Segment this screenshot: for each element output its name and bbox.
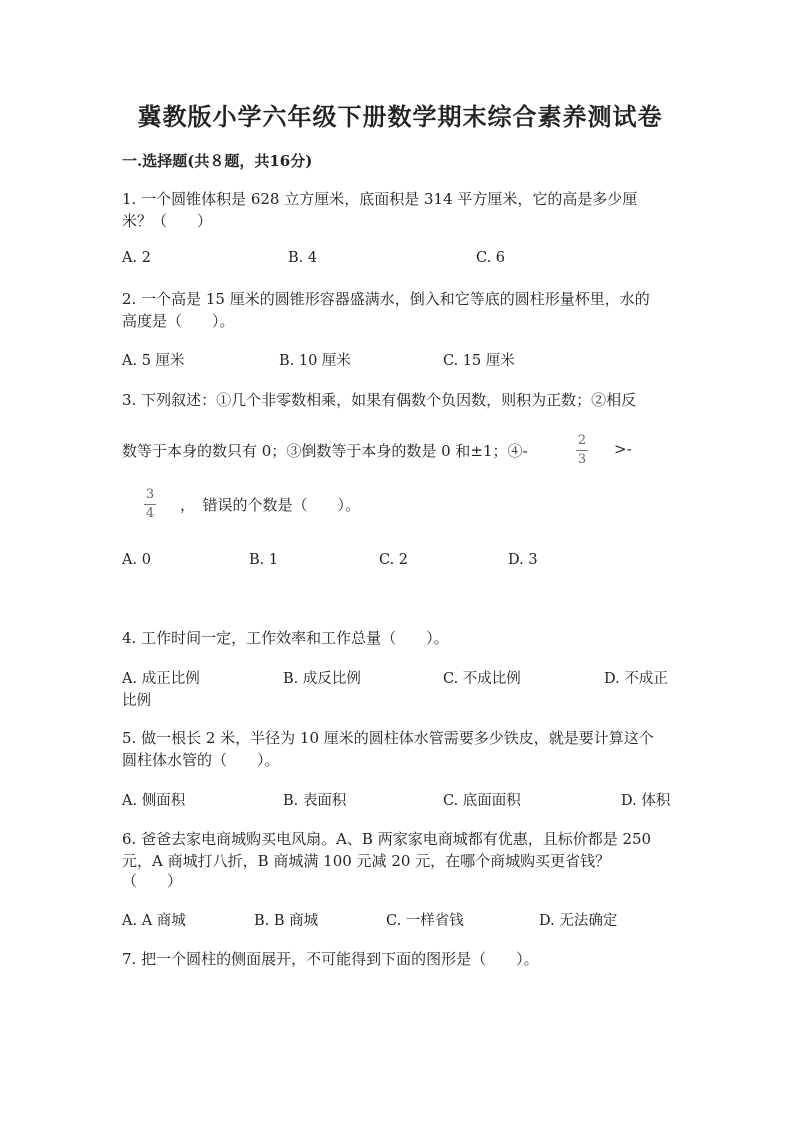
section-heading: 一.选择题(共８题，共16分) [122,152,313,170]
question-6-option-b: B. B 商城 [254,913,319,929]
question-3-line-2: 数等于本身的数只有 0；③倒数等于本身的数是 0 和±1；④- [122,442,528,460]
question-3-option-b: B. 1 [249,552,279,568]
question-6-line-1: 6. 爸爸去家电商城购买电风扇。A、B 两家家电商城都有优惠，且标价都是 250 [122,830,652,848]
question-4-option-d: D. 不成正 [604,671,668,687]
question-5-option-b: B. 表面积 [283,793,347,809]
fraction-numerator: 3 [145,487,155,502]
question-1-line-2: 米？（ ） [122,212,213,230]
question-5-line-1: 5. 做一根长 2 米，半径为 10 厘米的圆柱体水管需要多少铁皮，就是要计算这个 [122,729,654,747]
fraction-bar [144,504,156,505]
question-4-option-a: A. 成正比例 [122,671,200,687]
question-1-option-a: A. 2 [122,250,151,266]
question-4-option-b: B. 成反比例 [283,671,361,687]
question-3-greater-than: >- [614,440,632,458]
question-3-option-c: C. 2 [379,552,409,568]
fraction-bar [576,450,588,451]
question-6-line-3: （ ） [122,872,183,890]
page-title: 冀教版小学六年级下册数学期末综合素养测试卷 [137,102,663,131]
question-3-option-a: A. 0 [122,552,151,568]
fraction-numerator: 2 [577,433,587,448]
question-7-line-1: 7. 把一个圆柱的侧面展开，不可能得到下面的图形是（ ）。 [122,950,539,968]
question-2-option-a: A. 5 厘米 [122,353,185,369]
question-4-option-d-wrap: 比例 [122,693,151,709]
question-1-option-b: B. 4 [288,250,318,266]
question-4-option-c: C. 不成比例 [443,671,521,687]
question-2-line-2: 高度是（ ）。 [122,312,235,330]
question-5-line-2: 圆柱体水管的（ ）。 [122,751,280,769]
question-5-option-d: D. 体积 [621,793,671,809]
question-6-line-2: 元，A 商城打八折，B 商城满 100 元减 20 元，在哪个商城购买更省钱？ [122,852,611,870]
question-6-option-d: D. 无法确定 [539,913,618,929]
fraction-denominator: 3 [577,452,587,467]
question-3-option-d: D. 3 [508,552,538,568]
question-5-option-a: A. 侧面积 [122,793,186,809]
question-4-line-1: 4. 工作时间一定，工作效率和工作总量（ ）。 [122,629,449,647]
fraction-two-thirds [576,433,588,468]
question-1-option-c: C. 6 [476,250,506,266]
fraction-denominator: 4 [145,506,155,521]
question-3-line-1: 3. 下列叙述：①几个非零数相乘，如果有偶数个负因数，则积为正数；②相反 [122,391,637,409]
question-1-line-1: 1. 一个圆锥体积是 628 立方厘米，底面积是 314 平方厘米，它的高是多少厘 [122,190,638,208]
question-2-option-c: C. 15 厘米 [443,353,515,369]
question-6-option-c: C. 一样省钱 [386,913,464,929]
fraction-three-quarters [144,487,156,522]
question-6-option-a: A. A 商城 [122,913,186,929]
question-2-option-b: B. 10 厘米 [279,353,351,369]
question-5-option-c: C. 底面面积 [443,793,521,809]
question-3-line-3: ， 错误的个数是（ ）。 [180,496,361,514]
question-2-line-1: 2. 一个高是 15 厘米的圆锥形容器盛满水，倒入和它等底的圆柱形量杯里，水的 [122,290,650,308]
